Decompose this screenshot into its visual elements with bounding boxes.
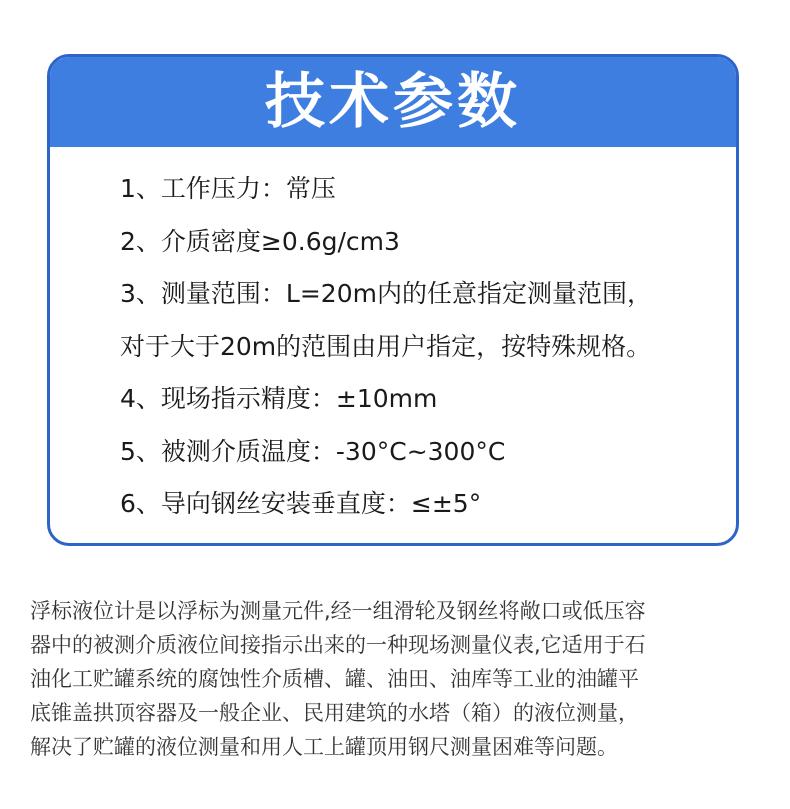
- description-paragraph: [30, 594, 770, 764]
- card-title: 技术参数: [265, 67, 521, 137]
- param-item-verticality: 6、导向钢丝安装垂直度：≤±5°: [120, 489, 482, 519]
- param-item-pressure: 1、工作压力：常压: [120, 174, 336, 204]
- param-item-density: 2、介质密度≥0.6g/cm3: [120, 226, 400, 256]
- description-line: 油化工贮罐系统的腐蚀性介质槽、罐、油田、油库等工业的油罐平: [30, 667, 639, 691]
- description-line: 器中的被测介质液位间接指示出来的一种现场测量仪表,它适用于石: [30, 633, 646, 657]
- description-line: 浮标液位计是以浮标为测量元件,经一组滑轮及钢丝将敞口或低压容: [30, 599, 646, 623]
- param-item-range: 3、测量范围：L=20m内的任意指定测量范围，: [120, 279, 652, 309]
- param-item-accuracy: 4、现场指示精度：±10mm: [120, 384, 438, 414]
- description-line: 解决了贮罐的液位测量和用人工上罐顶用钢尺测量困难等问题。: [30, 735, 618, 759]
- tech-params-card: [47, 54, 739, 546]
- param-item-range-note: 对于大于20m的范围由用户指定，按特殊规格。: [120, 331, 652, 361]
- description-line: 底锥盖拱顶容器及一般企业、民用建筑的水塔（箱）的液位测量，: [30, 701, 639, 725]
- param-item-temperature: 5、被测介质温度：-30°C~300°C: [120, 436, 506, 466]
- card-header: [50, 57, 736, 147]
- param-list: [120, 161, 720, 529]
